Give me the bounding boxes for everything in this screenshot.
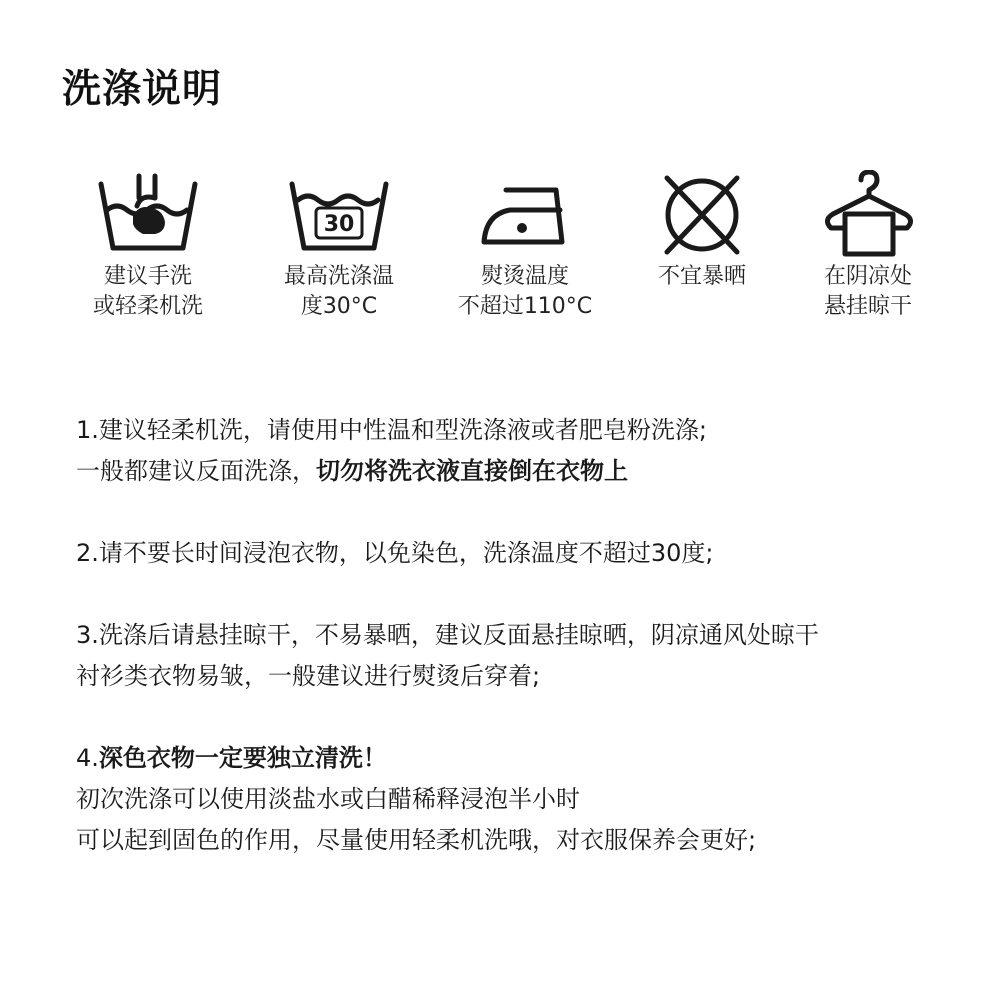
page-title: 洗涤说明 [62,67,223,112]
care-item-wash-30 [244,170,434,322]
hang-dry-icon [813,170,923,260]
care-label: 熨烫温度 不超过110°C [457,264,593,319]
warning-text: 切勿将洗衣液直接倒在衣物上 [316,457,628,485]
no-tumble-dry-icon [647,170,757,260]
warning-text: 深色衣物一定要独立清洗！ [98,744,387,772]
care-item-iron [430,170,620,322]
care-label: 不宜暴晒 [657,264,746,289]
instruction-1: 1.建议轻柔机洗，请使用中性温和型洗涤液或者肥皂粉洗涤; 一般都建议反面洗涤，切勿将洗衣液直接倒在衣物上 [76,416,707,485]
care-label: 在阴凉处 悬挂晾干 [823,264,912,319]
care-label: 最高洗涤温 度30°C [283,264,394,319]
instruction-4: 4.深色衣物一定要独立清洗！ 初次洗涤可以使用淡盐水或白醋稀释浸泡半小时 可以起到固色的作用，尽量使用轻柔机洗哦，对衣服保养会更好; [76,744,757,854]
care-item-hang-dry [773,170,963,322]
care-label: 建议手洗 或轻柔机洗 [92,264,203,319]
care-item-no-sun [607,170,797,292]
instruction-3: 3.洗涤后请悬挂晾干，不易暴晒，建议反面悬挂晾晒，阴凉通风处晾干 衬衫类衣物易皱，一般建议进行熨烫后穿着; [76,621,819,690]
care-icons-row [0,170,1000,340]
wash-30-icon [284,170,394,260]
care-item-hand-wash [53,170,243,322]
iron-icon [470,170,580,260]
wash-temp-badge: 30 [323,212,355,237]
wash-instructions [76,410,956,902]
hand-wash-icon [93,170,203,260]
instruction-2: 2.请不要长时间浸泡衣物，以免染色，洗涤温度不超过30度; [76,539,714,567]
